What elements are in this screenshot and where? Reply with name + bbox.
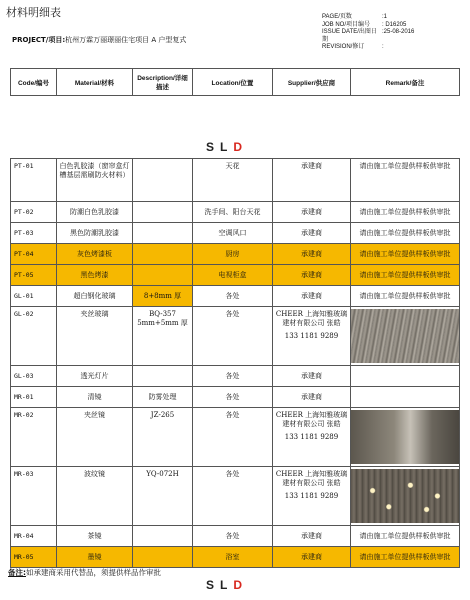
cell-code: GL-02 xyxy=(11,307,57,366)
document-meta xyxy=(322,14,462,52)
cell-code: MR-04 xyxy=(11,526,57,547)
cell-material: 夹丝镜 xyxy=(57,408,133,467)
cell-location: 各处 xyxy=(193,286,273,307)
cell-location: 厨房 xyxy=(193,244,273,265)
cell-material: 灰色烤漆板 xyxy=(57,244,133,265)
note-text: 如承建商采用代替品，须提供样品作审批 xyxy=(26,568,161,577)
issue-date-value: :25-08-2016 xyxy=(382,29,415,35)
cell-location: 电视柜盒 xyxy=(193,265,273,286)
supplier-phone: 133 1181 9289 xyxy=(284,332,339,340)
table-row xyxy=(11,467,460,526)
footer-note xyxy=(8,567,161,578)
cell-location: 各处 xyxy=(193,526,273,547)
cell-supplier: 承建商 xyxy=(273,547,351,568)
cell-code: PT-01 xyxy=(11,159,57,202)
table-row xyxy=(11,202,460,223)
cell-code: MR-03 xyxy=(11,467,57,526)
cell-code: PT-04 xyxy=(11,244,57,265)
cell-description: 防雾处理 xyxy=(133,387,193,408)
cell-remark: 请由施工单位提供样板供审批 xyxy=(351,286,460,307)
table-row xyxy=(11,223,460,244)
sld-logo: SLD xyxy=(206,140,249,154)
cell-supplier: 承建商 xyxy=(273,387,351,408)
cell-location: 各处 xyxy=(193,408,273,467)
cell-remark xyxy=(351,467,460,526)
cell-supplier: 承建商 xyxy=(273,265,351,286)
cell-location: 各处 xyxy=(193,366,273,387)
cell-remark: 请由施工单位提供样板供审批 xyxy=(351,547,460,568)
cell-supplier xyxy=(273,307,351,366)
table-row-highlighted xyxy=(11,265,460,286)
column-header-supplier: Supplier/供应商 xyxy=(273,69,351,96)
cell-location: 洗手间、阳台天花 xyxy=(193,202,273,223)
column-header-remark: Remark/备注 xyxy=(351,69,460,96)
cell-code: MR-02 xyxy=(11,408,57,467)
cell-supplier: 承建商 xyxy=(273,526,351,547)
supplier-name: CHEER 上海知雅玻璃建材有限公司 张皓 xyxy=(275,411,348,428)
cell-description: YQ-072H xyxy=(133,467,193,526)
cell-location: 各处 xyxy=(193,467,273,526)
column-header-code: Code/编号 xyxy=(11,69,57,96)
issue-date-label: ISSUE DATE/出图日期 xyxy=(322,29,377,43)
cell-description: JZ-265 xyxy=(133,408,193,467)
project-line xyxy=(12,35,186,45)
cell-remark: 请由施工单位提供样板供审批 xyxy=(351,265,460,286)
wired-glass-sample-image xyxy=(351,309,459,363)
cell-supplier: 承建商 xyxy=(273,223,351,244)
cell-supplier: 承建商 xyxy=(273,366,351,387)
cell-location: 天花 xyxy=(193,159,273,202)
table-row xyxy=(11,307,460,366)
cell-remark xyxy=(351,408,460,467)
cell-remark: 请由施工单位提供样板供审批 xyxy=(351,244,460,265)
cell-remark: 请由施工单位提供样板供审批 xyxy=(351,526,460,547)
table-row xyxy=(11,286,460,307)
note-label: 备注: xyxy=(8,568,26,577)
cell-remark xyxy=(351,366,460,387)
table-row-highlighted xyxy=(11,244,460,265)
wired-mirror-sample-image xyxy=(351,410,459,464)
cell-material: 清镜 xyxy=(57,387,133,408)
cell-code: MR-05 xyxy=(11,547,57,568)
cell-material: 茶镜 xyxy=(57,526,133,547)
cell-material: 超白钢化玻璃 xyxy=(57,286,133,307)
wave-mirror-sample-image xyxy=(351,469,459,523)
cell-remark xyxy=(351,387,460,408)
supplier-name: CHEER 上海知雅玻璃建材有限公司 张皓 xyxy=(275,470,348,487)
cell-supplier: 承建商 xyxy=(273,159,351,202)
cell-code: GL-03 xyxy=(11,366,57,387)
supplier-name: CHEER 上海知雅玻璃建材有限公司 张皓 xyxy=(275,310,348,327)
revision-label: REVISION/修订 xyxy=(322,44,365,50)
cell-supplier xyxy=(273,467,351,526)
cell-description xyxy=(133,223,193,244)
cell-material: 波纹镜 xyxy=(57,467,133,526)
cell-remark: 请由施工单位提供样板供审批 xyxy=(351,223,460,244)
page-title: 材料明细表 xyxy=(6,6,61,19)
cell-location: 各处 xyxy=(193,307,273,366)
page-value: :1 xyxy=(382,14,388,20)
cell-code: PT-02 xyxy=(11,202,57,223)
cell-location: 空调风口 xyxy=(193,223,273,244)
table-row xyxy=(11,526,460,547)
cell-supplier: 承建商 xyxy=(273,286,351,307)
cell-material: 防潮白色乳胶漆 xyxy=(57,202,133,223)
cell-supplier: 承建商 xyxy=(273,202,351,223)
column-header-table xyxy=(10,68,460,96)
cell-material: 墨镜 xyxy=(57,547,133,568)
cell-location: 各处 xyxy=(193,387,273,408)
page-label: PAGE/页数 xyxy=(322,14,352,20)
table-row xyxy=(11,387,460,408)
cell-material: 白色乳胶漆（窗帘盒灯槽基层需刷防火材料） xyxy=(57,159,133,202)
column-header-material: Material/材料 xyxy=(57,69,133,96)
project-label: PROJECT/项目: xyxy=(12,36,66,44)
column-header-description: Description/详细描述 xyxy=(133,69,193,96)
project-name: 杭州万霖万丽璟丽住宅项目 A 户型复式 xyxy=(65,36,187,44)
supplier-phone: 133 1181 9289 xyxy=(284,492,339,500)
cell-description xyxy=(133,159,193,202)
cell-description: 8+8mm 厚 xyxy=(133,286,193,307)
cell-description xyxy=(133,244,193,265)
cell-material: 黑色烤漆 xyxy=(57,265,133,286)
cell-description xyxy=(133,202,193,223)
table-row xyxy=(11,408,460,467)
cell-code: PT-05 xyxy=(11,265,57,286)
materials-table xyxy=(10,158,460,568)
job-label: JOB NO/项目编号 xyxy=(322,21,371,28)
cell-description xyxy=(133,366,193,387)
column-header-location: Location/位置 xyxy=(193,69,273,96)
cell-code: GL-01 xyxy=(11,286,57,307)
table-row-highlighted xyxy=(11,547,460,568)
cell-remark xyxy=(351,307,460,366)
cell-remark: 请由施工单位提供样板供审批 xyxy=(351,159,460,202)
cell-material: 黑色防潮乳胶漆 xyxy=(57,223,133,244)
cell-remark: 请由施工单位提供样板供审批 xyxy=(351,202,460,223)
supplier-phone: 133 1181 9289 xyxy=(284,433,339,441)
sld-logo-footer: SLD xyxy=(206,578,249,592)
cell-supplier xyxy=(273,408,351,467)
cell-description xyxy=(133,526,193,547)
cell-description xyxy=(133,547,193,568)
revision-value: : xyxy=(382,44,384,50)
table-row xyxy=(11,159,460,202)
cell-description: BQ-357 5mm+5mm 厚 xyxy=(133,307,193,366)
cell-supplier: 承建商 xyxy=(273,244,351,265)
cell-location: 浴室 xyxy=(193,547,273,568)
cell-material: 透光灯片 xyxy=(57,366,133,387)
job-value: : D16205 xyxy=(382,21,407,28)
cell-code: MR-01 xyxy=(11,387,57,408)
cell-code: PT-03 xyxy=(11,223,57,244)
table-row xyxy=(11,366,460,387)
cell-material: 夹丝玻璃 xyxy=(57,307,133,366)
cell-description xyxy=(133,265,193,286)
